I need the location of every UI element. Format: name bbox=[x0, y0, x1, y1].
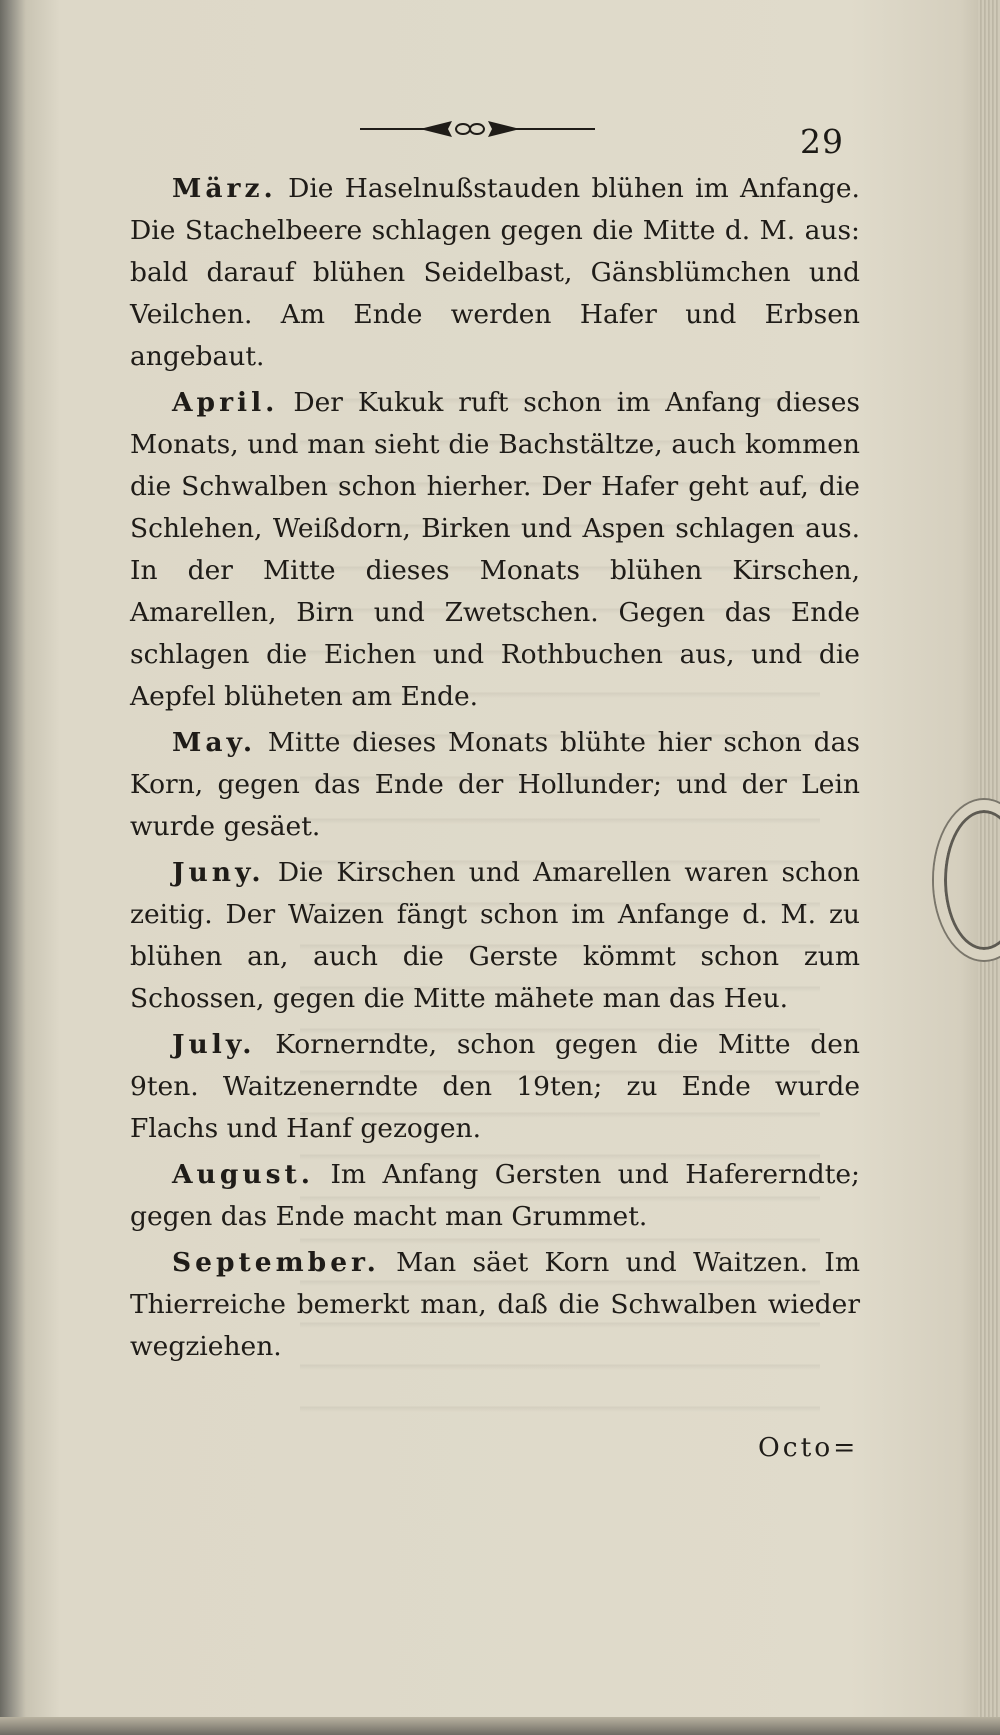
month-label: July. bbox=[172, 1029, 256, 1060]
entry-text: Man säet Korn und Waitzen. Im Thierreiche bemerkt man, daß die Schwalben wieder wegziehen. bbox=[130, 1247, 860, 1362]
month-label: August. bbox=[172, 1159, 315, 1190]
entry-text: Die Haselnußstauden blühen im Anfange. Die Stachelbeere schlagen gegen die Mitte d. M. aus: bald darauf blühen Seidelbast, Gänsblümchen und Veilchen. Am Ende werden Hafer und Erbsen angebaut. bbox=[130, 173, 860, 372]
book-clasp bbox=[934, 800, 1000, 960]
entry-text: Im Anfang Gersten und Hafererndte; gegen das Ende macht man Grummet. bbox=[130, 1159, 860, 1232]
entry-juny bbox=[130, 852, 860, 1020]
month-label: May. bbox=[172, 727, 257, 758]
page-number: 29 bbox=[800, 122, 844, 161]
entry-text: Mitte dieses Monats blühte hier schon das Korn, gegen das Ende der Hollunder; und der Lein wurde gesäet. bbox=[130, 727, 860, 842]
entry-text: Die Kirschen und Amarellen waren schon zeitig. Der Waizen fängt schon im Anfange d. M. zu blühen an, auch die Gerste kömmt schon zum Schossen, gegen die Mitte mähete man das Heu. bbox=[130, 857, 860, 1014]
month-label: März. bbox=[172, 173, 277, 204]
entry-text: Der Kukuk ruft schon im Anfang dieses Monats, und man sieht die Bachstältze, auch kommen die Schwalben schon hierher. Der Hafer geht auf, die Schlehen, Weißdorn, Birken und Aspen schlagen aus. In der Mitte dieses Monats blühen Kirschen, Amarellen, Birn und Zwetschen. Gegen das Ende schlagen die Eichen und Rothbuchen aus, und die Aepfel blüheten am Ende. bbox=[130, 387, 860, 712]
month-label: April. bbox=[172, 387, 279, 418]
catchword: Octo= bbox=[758, 1432, 859, 1463]
header-ornament bbox=[360, 118, 595, 140]
entry-july bbox=[130, 1024, 860, 1150]
calendar-text bbox=[130, 168, 860, 1368]
entry-may bbox=[130, 722, 860, 848]
entry-april bbox=[130, 382, 860, 718]
entry-august bbox=[130, 1154, 860, 1238]
entry-september bbox=[130, 1242, 860, 1368]
month-label: Juny. bbox=[172, 857, 265, 888]
entry-text: Kornerndte, schon gegen die Mitte den 9ten. Waitzenerndte den 19ten; zu Ende wurde Flachs und Hanf gezogen. bbox=[130, 1029, 860, 1144]
month-label: September. bbox=[172, 1247, 380, 1278]
bottom-edge bbox=[0, 1717, 1000, 1735]
entry-maerz bbox=[130, 168, 860, 378]
